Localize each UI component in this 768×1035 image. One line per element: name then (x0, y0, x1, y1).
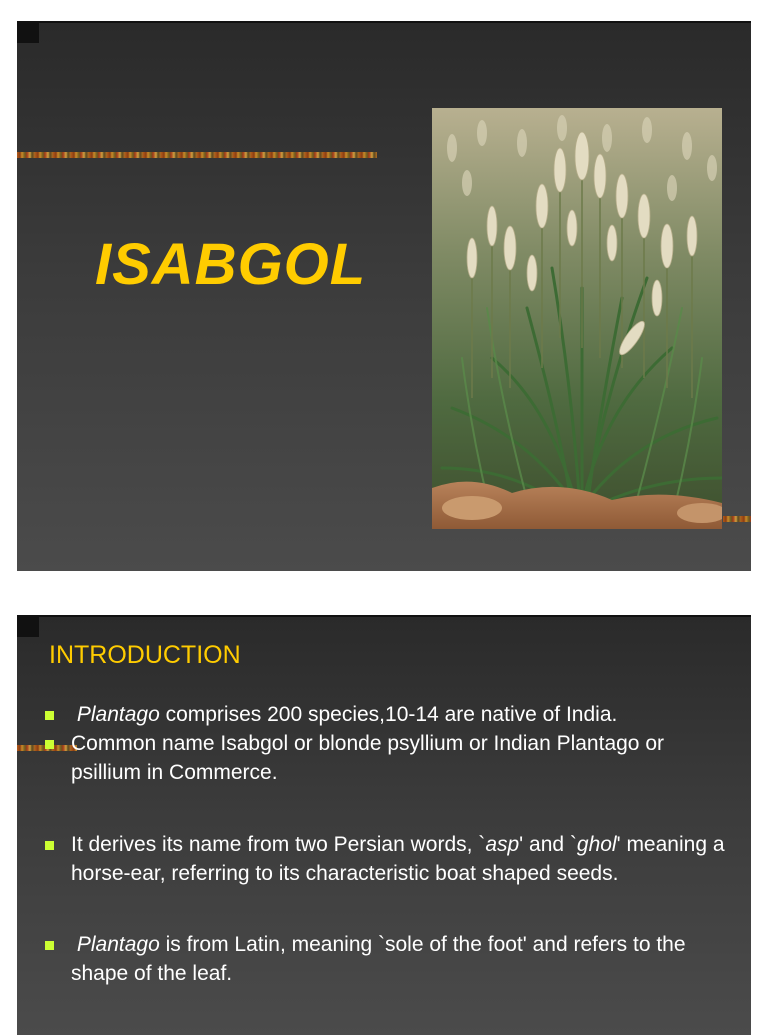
bullet-list (45, 700, 725, 988)
italic-term: asp (485, 833, 520, 856)
list-item (45, 700, 725, 729)
slide-corner (17, 21, 39, 43)
bullet-text: comprises 200 species,10-14 are native of India. (159, 703, 618, 726)
italic-term: Plantago (76, 703, 160, 726)
list-item (45, 830, 725, 888)
decorative-stripe (17, 152, 377, 158)
list-item (45, 930, 725, 988)
slide-title (17, 21, 751, 571)
bullet-text: It derives its name from two Persian words, ` (71, 833, 486, 856)
slide-introduction (17, 615, 751, 1035)
bullet-square-icon (45, 941, 54, 950)
bullet-text: ' and ` (519, 833, 577, 856)
isabgol-plant-photo (432, 108, 722, 529)
list-item (45, 729, 725, 787)
bullet-text: ' meaning a horse-ear, referring to its characteristic boat shaped seeds. (71, 833, 725, 885)
slide-corner (17, 615, 39, 637)
bullet-square-icon (45, 711, 54, 720)
bullet-text: is from Latin, meaning `sole of the foot' and refers to the shape of the leaf. (71, 933, 686, 985)
italic-term: Plantago (76, 933, 160, 956)
bullet-square-icon (45, 740, 54, 749)
slide-title-text: ISABGOL (95, 232, 367, 297)
italic-term: ghol (576, 833, 617, 856)
decorative-stripe (723, 516, 751, 522)
bullet-text: Common name Isabgol or blonde psyllium or Indian Plantago or psillium in Commerce. (71, 732, 664, 784)
bullet-square-icon (45, 841, 54, 850)
section-heading: INTRODUCTION (49, 641, 241, 669)
